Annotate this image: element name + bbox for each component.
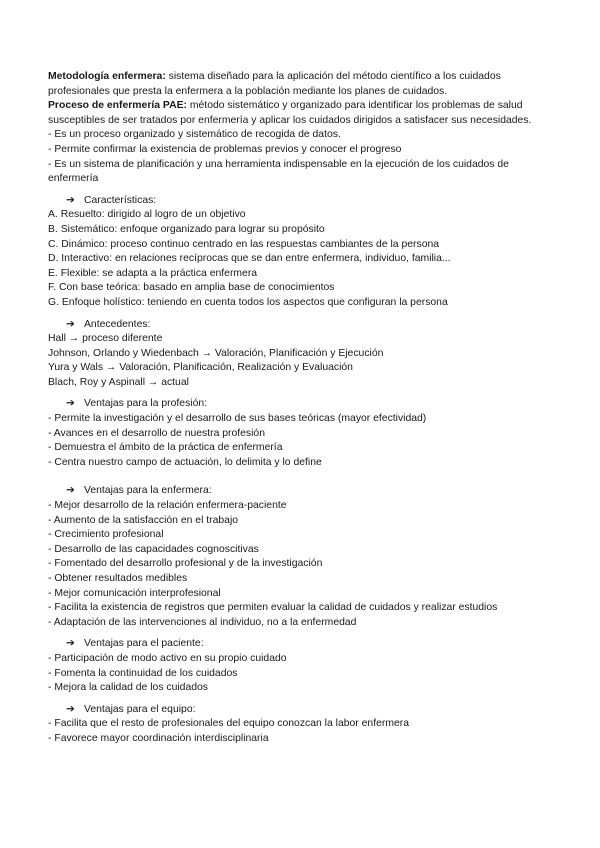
list-item: C. Dinámico: proceso continuo centrado en las respuestas cambiantes de la persona xyxy=(48,238,440,250)
section-title: Ventajas para el equipo: xyxy=(84,703,196,715)
list-item: - Mejora la calidad de los cuidados xyxy=(48,682,208,694)
section-title: Antecedentes: xyxy=(84,318,151,330)
list-item: Hall → proceso diferente xyxy=(48,333,163,345)
list-item: - Mejor desarrollo de la relación enfermera-paciente xyxy=(48,500,287,512)
list-item: - Centra nuestro campo de actuación, lo delimita y lo define xyxy=(48,456,322,468)
section-heading-ventajas-profesion xyxy=(48,397,553,412)
term-pae: Proceso de enfermería PAE: xyxy=(48,100,187,112)
list-item: - Participación de modo activo en su propio cuidado xyxy=(48,652,287,664)
list-item: - Facilita la existencia de registros que permiten evaluar la calidad de cuidados y realizar estudios xyxy=(48,602,498,614)
list-item: Johnson, Orlando y Wiedenbach → Valoración, Planificación y Ejecución xyxy=(48,347,384,359)
list-item: B. Sistemático: enfoque organizado para lograr su propósito xyxy=(48,223,325,235)
arrow-icon: ➔ xyxy=(66,638,75,650)
section-title: Ventajas para el paciente: xyxy=(84,638,204,650)
list-item: F. Con base teórica: basado en amplia base de conocimientos xyxy=(48,282,335,294)
list-item: - Crecimiento profesional xyxy=(48,529,164,541)
arrow-icon: ➔ xyxy=(66,194,75,206)
def-metodologia: sistema diseñado para la aplicación del método científico a los cuidados profesionales que presta la enfermera a la población mediante los planes de cuidados. xyxy=(48,71,501,97)
definition-metodologia xyxy=(48,70,553,99)
intro-bullet: - Es un sistema de planificación y una herramienta indispensable en la ejecución de los cuidados de enfermería xyxy=(48,158,509,185)
section-title: Ventajas para la profesión: xyxy=(84,398,208,410)
term-metodologia: Metodología enfermera: xyxy=(48,71,166,82)
list-item: - Fomentado del desarrollo profesional y de la investigación xyxy=(48,558,323,570)
arrow-icon: ➔ xyxy=(66,318,75,330)
section-title: Ventajas para la enfermera: xyxy=(84,485,212,497)
list-item: Blach, Roy y Aspinall → actual xyxy=(48,376,189,388)
arrow-icon: ➔ xyxy=(66,398,75,410)
list-item: - Aumento de la satisfacción en el trabajo xyxy=(48,514,239,526)
list-item: - Facilita que el resto de profesionales del equipo conozcan la labor enfermera xyxy=(48,718,409,730)
arrow-icon: ➔ xyxy=(66,703,75,715)
list-item: A. Resuelto: dirigido al logro de un objetivo xyxy=(48,209,246,221)
section-heading-caracteristicas xyxy=(48,194,553,209)
intro-bullet: - Permite confirmar la existencia de problemas previos y conocer el progreso xyxy=(48,143,402,155)
list-item: - Permite la investigación y el desarrollo de sus bases teóricas (mayor efectividad) xyxy=(48,413,427,425)
list-item: D. Interactivo: en relaciones recíprocas que se dan entre enfermera, individuo, familia... xyxy=(48,253,451,265)
section-heading-ventajas-enfermera xyxy=(48,484,553,499)
list-item: - Adaptación de las intervenciones al individuo, no a la enfermedad xyxy=(48,616,357,628)
def-pae: método sistemático y organizado para identificar los problemas de salud susceptibles de ser tratados por enfermería y aplicar los cuidados dirigidos a satisfacer sus necesidades. xyxy=(48,100,532,126)
list-item: - Obtener resultados medibles xyxy=(48,573,188,584)
list-item: G. Enfoque holístico: teniendo en cuenta todos los aspectos que configuran la persona xyxy=(48,296,448,308)
intro-bullet: - Es un proceso organizado y sistemático de recogida de datos. xyxy=(48,129,341,141)
list-item: - Fomenta la continuidad de los cuidados xyxy=(48,667,238,679)
list-item: - Demuestra el ámbito de la práctica de enfermería xyxy=(48,442,283,454)
section-heading-ventajas-paciente xyxy=(48,637,553,652)
list-item: - Desarrollo de las capacidades cognoscitivas xyxy=(48,543,259,555)
list-item: Yura y Wals → Valoración, Planificación, Realización y Evaluación xyxy=(48,362,353,374)
section-heading-antecedentes xyxy=(48,318,553,333)
section-title: Características: xyxy=(84,194,157,206)
section-heading-ventajas-equipo xyxy=(48,703,553,718)
definition-pae xyxy=(48,99,553,128)
list-item: E. Flexible: se adapta a la práctica enfermera xyxy=(48,267,258,279)
document-page xyxy=(48,70,553,747)
arrow-icon: ➔ xyxy=(66,485,75,497)
list-item: - Avances en el desarrollo de nuestra profesión xyxy=(48,427,265,439)
list-item: - Favorece mayor coordinación interdisciplinaria xyxy=(48,732,269,744)
list-item: - Mejor comunicación interprofesional xyxy=(48,587,221,599)
